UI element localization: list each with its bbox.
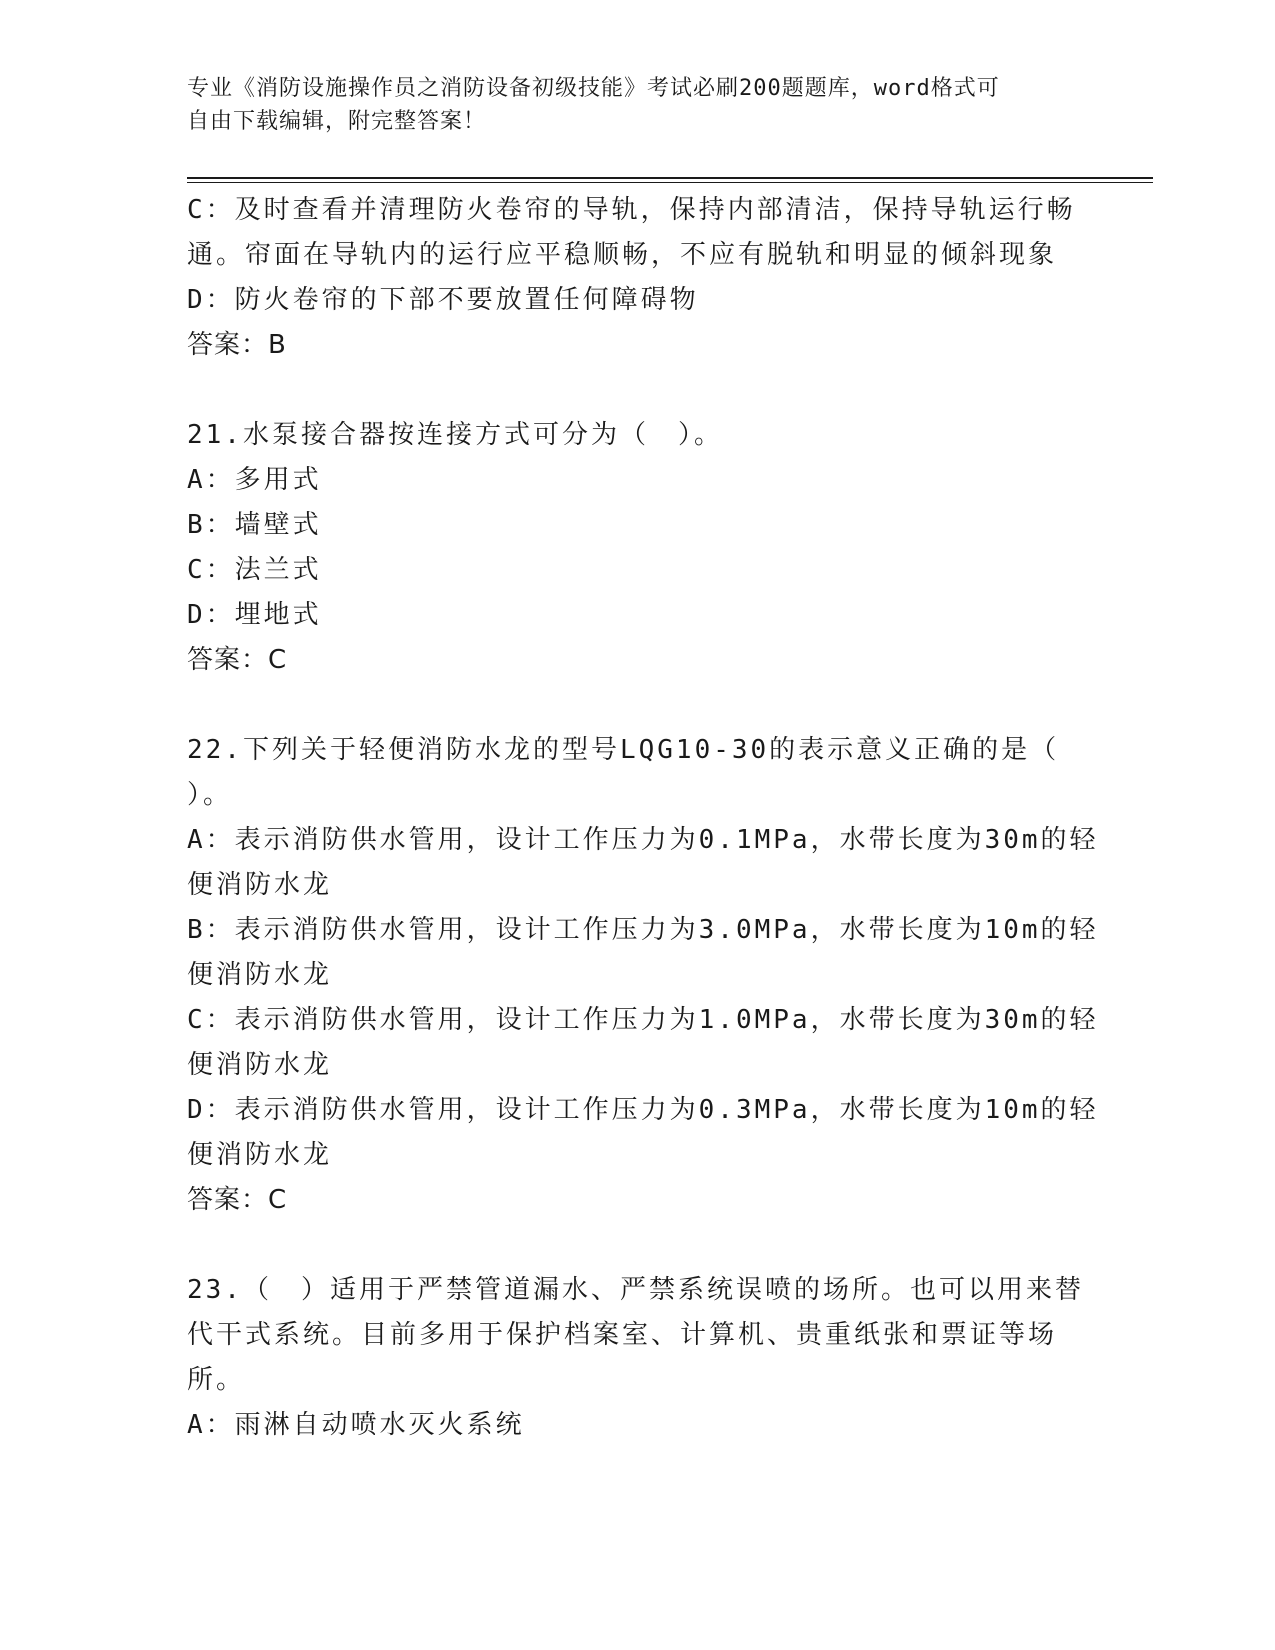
question-23	[187, 1268, 1087, 1448]
header-rule-thin	[187, 182, 1153, 183]
option-a-line-1: A：表示消防供水管用，设计工作压力为0.1MPa，水带长度为30m的轻	[187, 825, 1099, 855]
option-b: B：墙壁式	[187, 510, 322, 540]
spacer	[187, 368, 1087, 413]
option-d-line-2: 便消防水龙	[187, 1140, 333, 1170]
option-b-line-1: B：表示消防供水管用，设计工作压力为3.0MPa，水带长度为10m的轻	[187, 915, 1099, 945]
question-stem-line-3: 所。	[187, 1365, 246, 1395]
option-d: D：防火卷帘的下部不要放置任何障碍物	[187, 285, 699, 315]
option-c-line-2: 便消防水龙	[187, 1050, 333, 1080]
header-line-2: 自由下载编辑，附完整答案！	[187, 109, 487, 134]
option-c-line-1: C：及时查看并清理防火卷帘的导轨，保持内部清洁，保持导轨运行畅	[187, 195, 1076, 225]
question-stem-line-1: 23.（ ）适用于严禁管道漏水、严禁系统误喷的场所。也可以用来替	[187, 1275, 1084, 1305]
spacer	[187, 1223, 1087, 1268]
option-d-line-1: D：表示消防供水管用，设计工作压力为0.3MPa，水带长度为10m的轻	[187, 1095, 1099, 1125]
option-d: D：埋地式	[187, 600, 322, 630]
answer: 答案：C	[187, 1185, 288, 1215]
spacer	[187, 683, 1087, 728]
header-rule-thick	[187, 177, 1153, 179]
option-c: C：法兰式	[187, 555, 322, 585]
page-header	[187, 72, 1067, 138]
option-c-line-1: C：表示消防供水管用，设计工作压力为1.0MPa，水带长度为30m的轻	[187, 1005, 1099, 1035]
question-stem-line-2: ）。	[187, 780, 233, 810]
option-a-line-2: 便消防水龙	[187, 870, 333, 900]
question-21	[187, 413, 1087, 683]
answer: 答案：B	[187, 330, 287, 360]
option-a: A：多用式	[187, 465, 322, 495]
option-c-line-2: 通。帘面在导轨内的运行应平稳顺畅，不应有脱轨和明显的倾斜现象	[187, 240, 1058, 270]
question-stem: 21.水泵接合器按连接方式可分为（ ）。	[187, 420, 723, 450]
answer: 答案：C	[187, 645, 288, 675]
question-stem-line-1: 22.下列关于轻便消防水龙的型号LQG10-30的表示意义正确的是（	[187, 735, 1060, 765]
header-line-1: 专业《消防设施操作员之消防设备初级技能》考试必刷200题题库，word格式可	[187, 76, 1000, 101]
option-a: A：雨淋自动喷水灭火系统	[187, 1410, 525, 1440]
option-b-line-2: 便消防水龙	[187, 960, 333, 990]
question-stem-line-2: 代干式系统。目前多用于保护档案室、计算机、贵重纸张和票证等场	[187, 1320, 1058, 1350]
question-22	[187, 728, 1099, 1223]
question-20-tail	[187, 188, 1087, 368]
document-body	[187, 188, 1099, 1448]
